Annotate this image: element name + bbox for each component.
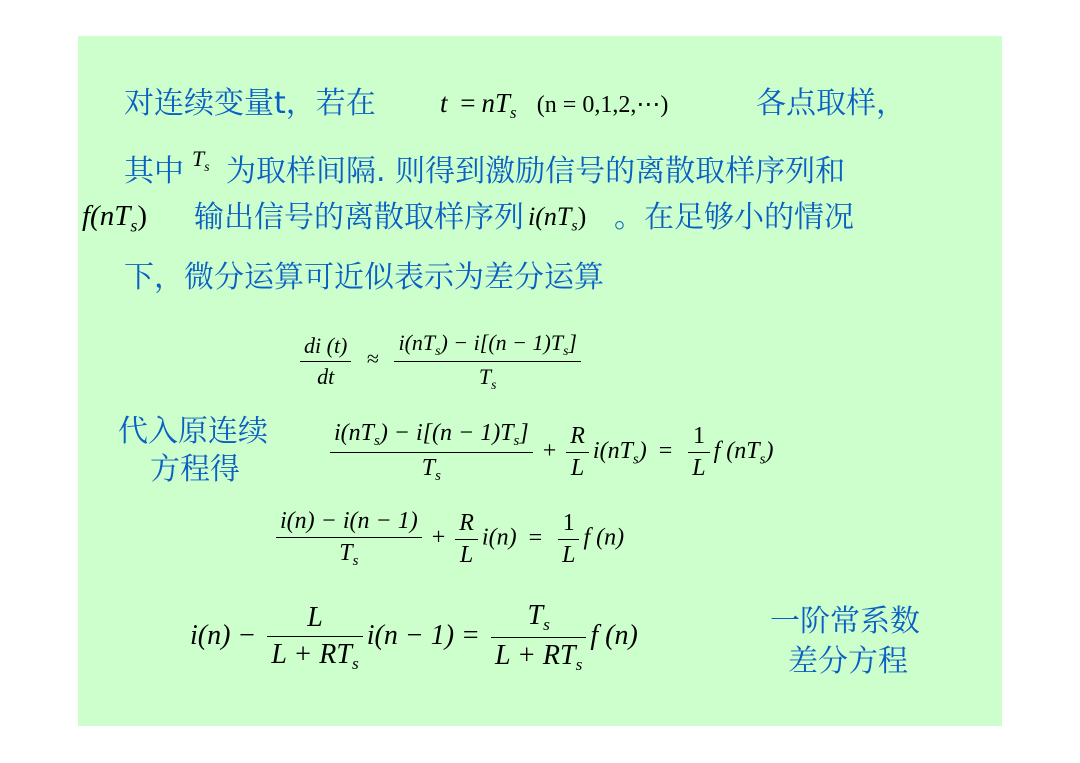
line3-text-b: 。在足够小的情况 [614,200,854,235]
line3-text-a: 输出信号的离散取样序列 [194,200,524,235]
label-substitute-line1: 代入原连续 [118,414,268,449]
line1-text-b: 各点取样， [756,86,906,121]
line3-math-f: $f(nT_s)$ [82,200,148,236]
line2-math-T: $T_s$ [192,146,210,174]
equation-discrete: $\frac{i(n) - i(n - 1)}{T_s}$ + $\frac{R}{L}$ i(n) = $\frac{1}{L}$ f (n) [272,508,624,570]
line3-math-i: $i(nT_s)$ [528,202,587,235]
equation-substituted: $\frac{i(nT_s) - i[(n - 1)T_s]}{T_s}$ + $\frac{R}{L}$ $i(nT_s)$ = $\frac{1}{L}$ f $(nT_s)$ [326,420,773,485]
line1-range: (n = 0,1,2,⋯) [536,92,669,118]
equation-derivative-approx: $\frac{di (t)}{dt}$ ≈ $\frac{i(nT_s) - i[(n - 1)T_s]}{T_s}$ [296,330,585,393]
line2-text-a: 其中 [124,154,184,189]
label-difference-line1: 一阶常系数 [770,604,920,639]
label-substitute-line2: 方程得 [150,452,240,487]
equation-difference: i(n) − $\frac{L}{L + RT_s}$ i(n − 1) = $\frac{T_s}{L + RT_s}$ f (n) [190,600,638,675]
line4-text: 下，微分运算可近似表示为差分运算 [124,260,604,295]
line2-text-b: 为取样间隔. 则得到激励信号的离散取样序列和 [226,154,846,189]
label-difference-line2: 差分方程 [788,644,908,679]
line1-math: $t = nT_s$ (n = 0,1,2,⋯) [440,88,669,122]
line1-text-a: 对连续变量t，若在 [124,86,376,121]
